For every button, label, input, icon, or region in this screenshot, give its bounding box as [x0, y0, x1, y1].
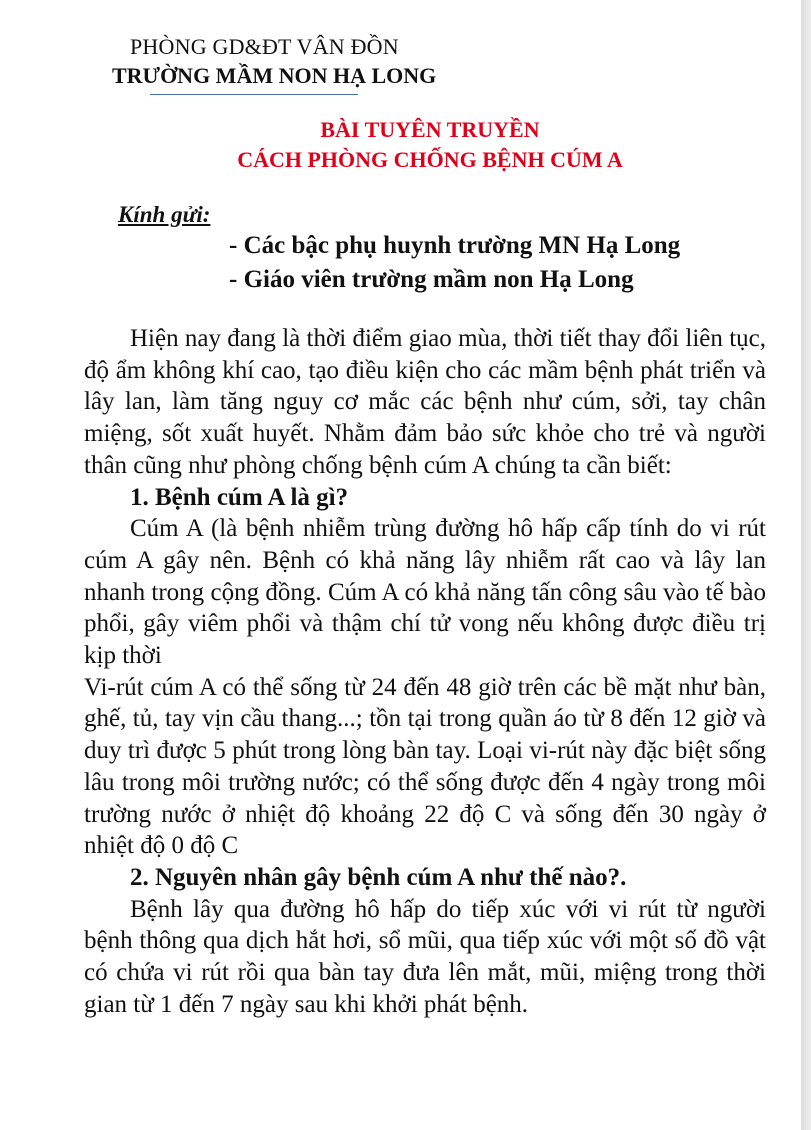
school-name: TRƯỜNG MẦM NON HẠ LONG — [112, 63, 437, 88]
section-1-heading: 1. Bệnh cúm A là gì? — [130, 483, 349, 511]
section-1-paragraph-1: Cúm A (là bệnh nhiễm trùng đường hô hấp cấp tính do vi rút cúm A gây nên. Bệnh có khả năng lây nhiễm rất cao và lây lan nhanh trong cộng đồng. Cúm A có khả năng tấn công sâu vào tế bào phổi, gây viêm phổi và thậm chí tử vong nếu không được điều trị kịp thời — [84, 515, 766, 670]
document-title-line-1: BÀI TUYÊN TRUYỀN — [320, 117, 540, 142]
page-edge-shadow — [801, 0, 811, 1130]
document-body — [84, 323, 766, 1020]
recipient-teachers: - Giáo viên trường mầm non Hạ Long — [229, 266, 634, 293]
recipient-parents: - Các bậc phụ huynh trường MN Hạ Long — [229, 232, 681, 259]
section-2-paragraph-1: Bệnh lây qua đường hô hấp do tiếp xúc với vi rút từ người bệnh thông qua dịch hắt hơi, sổ mũi, qua tiếp xúc với một số đồ vật có chứa vi rút rồi qua bàn tay đưa lên mắt, mũi, miệng trong thời gian từ 1 đến 7 ngày sau khi khởi phát bệnh. — [84, 895, 766, 1018]
intro-paragraph: Hiện nay đang là thời điểm giao mùa, thời tiết thay đổi liên tục, độ ẩm không khí cao, tạo điều kiện cho các mầm bệnh phát triển và lây lan, làm tăng nguy cơ mắc các bệnh như cúm, sởi, tay chân miệng, sốt xuất huyết. Nhằm đảm bảo sức khỏe cho trẻ và người thân cũng như phòng chống bệnh cúm A chúng ta cần biết: — [84, 325, 766, 479]
section-1-paragraph-2: Vi-rút cúm A có thể sống từ 24 đến 48 giờ trên các bề mặt như bàn, ghế, tủ, tay vịn cầu thang...; tồn tại trong quần áo từ 8 đến 12 giờ và duy trì được 5 phút trong lòng bàn tay. Loại vi-rút này đặc biệt sống lâu trong môi trường nước; có thể sống được đến 4 ngày trong môi trường nước ở nhiệt độ khoảng 22 độ C và sống đến 30 ngày ở nhiệt độ 0 độ C — [84, 673, 766, 860]
document-title-line-2: CÁCH PHÒNG CHỐNG BỆNH CÚM A — [237, 147, 623, 172]
section-2-heading: 2. Nguyên nhân gây bệnh cúm A như thế nào?. — [130, 863, 627, 891]
department-name: PHÒNG GD&ĐT VÂN ĐỒN — [130, 34, 399, 59]
salutation-label: Kính gửi: — [118, 202, 211, 227]
header-underline — [150, 94, 358, 95]
